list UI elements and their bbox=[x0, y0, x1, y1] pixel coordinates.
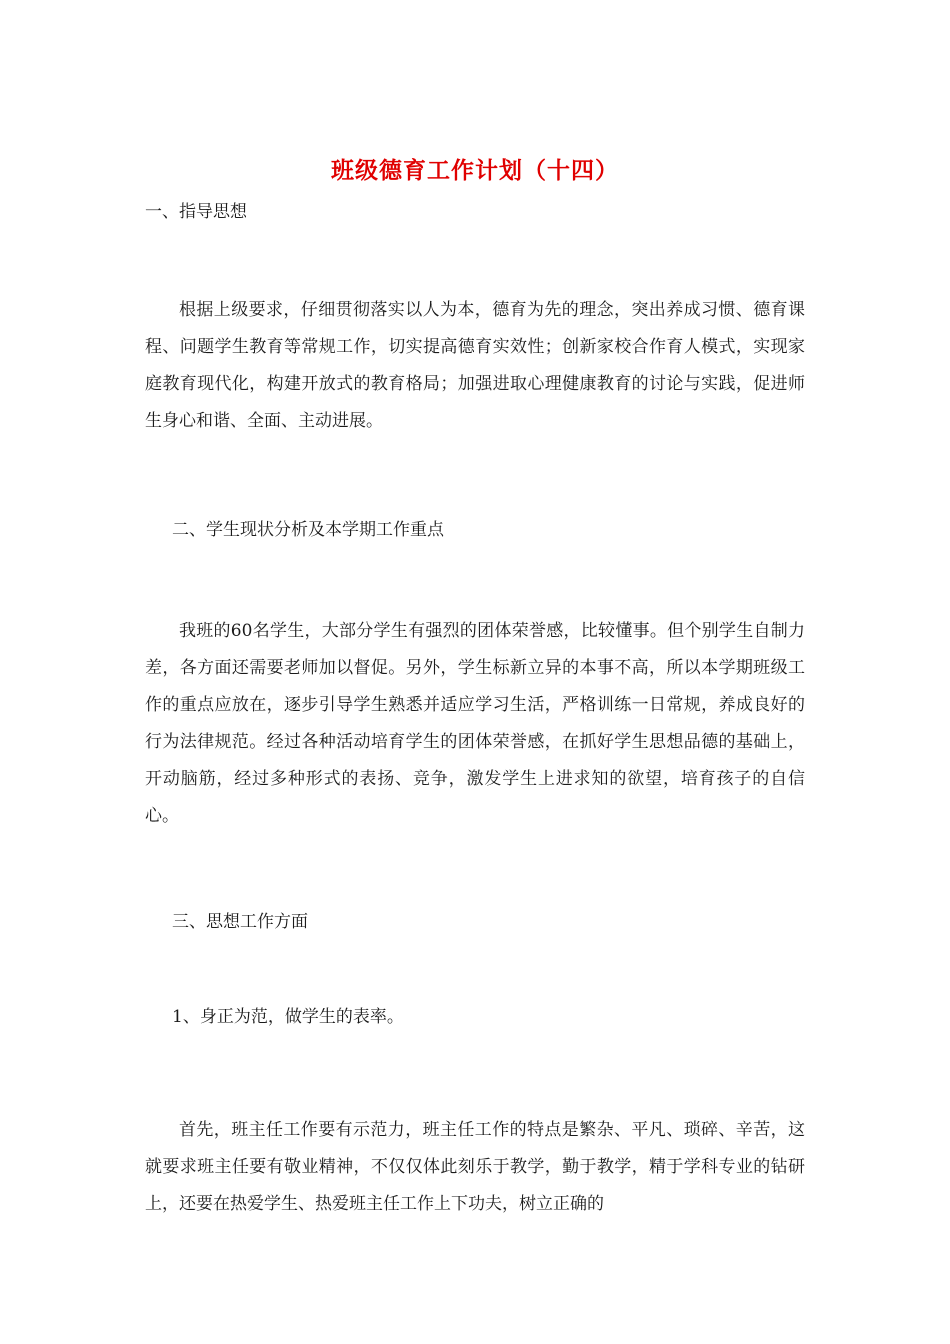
paragraph-student-analysis: 我班的60名学生，大部分学生有强烈的团体荣誉感，比较懂事。但个别学生自制力差，各方面还需要老师加以督促。另外，学生标新立异的本事不高，所以本学期班级工作的重点应放在，逐步引导学生熟悉并适应学习生活，严格训练一日常规，养成良好的行为法律规范。经过各种活动培育学生的团体荣誉感，在抓好学生思想品德的基础上，开动脑筋，经过多种形式的表扬、竞争，激发学生上进求知的欲望，培育孩子的自信心。 bbox=[145, 621, 805, 826]
subheading-role-model: 1、身正为范，做学生的表率。 bbox=[172, 1007, 404, 1027]
section-heading-ideological-work: 三、思想工作方面 bbox=[172, 912, 308, 932]
section-heading-guiding-thought: 一、指导思想 bbox=[145, 202, 247, 222]
section-heading-student-analysis: 二、学生现状分析及本学期工作重点 bbox=[172, 520, 444, 540]
paragraph-guiding-thought: 根据上级要求，仔细贯彻落实以人为本，德育为先的理念，突出养成习惯、德育课程、问题学生教育等常规工作，切实提高德育实效性；创新家校合作育人模式，实现家庭教育现代化，构建开放式的教育格局；加强进取心理健康教育的讨论与实践，促进师生身心和谐、全面、主动进展。 bbox=[145, 300, 805, 431]
paragraph-role-model: 首先，班主任工作要有示范力，班主任工作的特点是繁杂、平凡、琐碎、辛苦，这就要求班主任要有敬业精神，不仅仅体此刻乐于教学，勤于教学，精于学科专业的钻研上，还要在热爱学生、热爱班主任工作上下功夫，树立正确的 bbox=[145, 1120, 805, 1214]
document-title: 班级德育工作计划（十四） bbox=[331, 157, 619, 184]
